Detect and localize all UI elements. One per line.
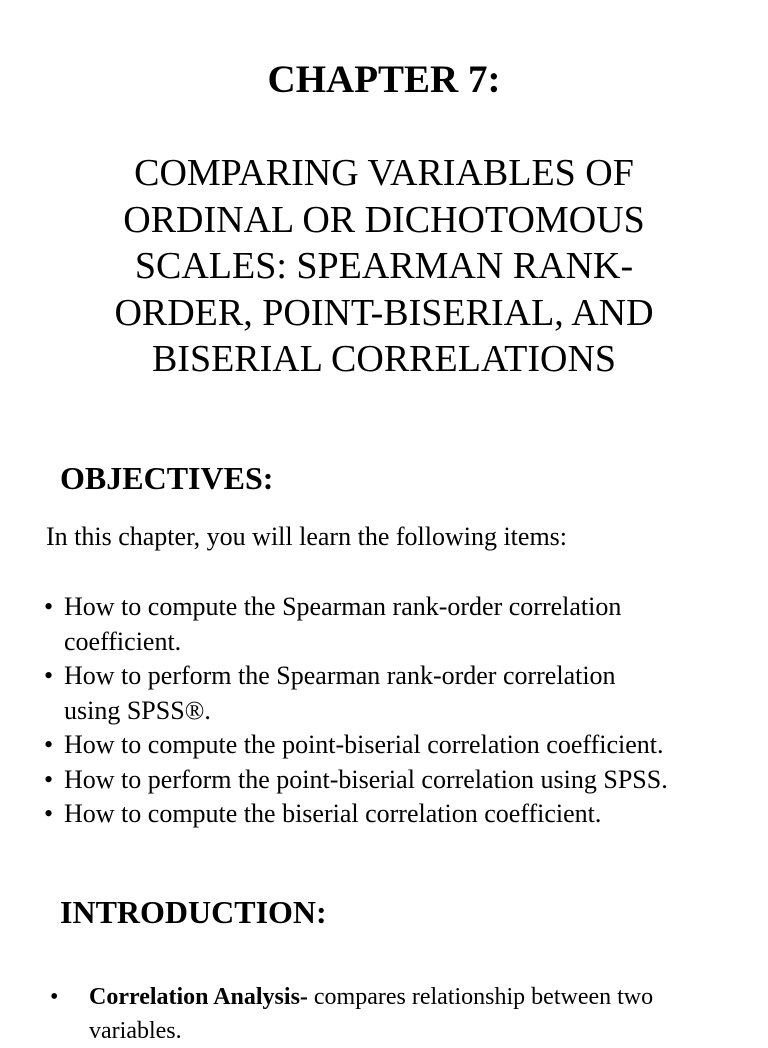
bullet-icon: • [44, 730, 54, 759]
list-item-line: How to compute the point-biserial correlation coefficient. [64, 730, 664, 759]
chapter-title: CHAPTER 7: [267, 58, 501, 101]
list-item [44, 659, 754, 728]
list-item-line: How to compute the Spearman rank-order correlation [64, 592, 622, 621]
list-item [44, 797, 754, 832]
subtitle-line: COMPARING VARIABLES OF [134, 152, 634, 194]
list-item-text [64, 763, 754, 798]
bullet-icon: • [44, 592, 54, 621]
term-definition: compares relationship between two variables. [89, 984, 654, 1044]
chapter-subtitle [40, 150, 728, 383]
bullet-icon: • [50, 984, 59, 1010]
objectives-intro: In this chapter, you will learn the following items: [46, 522, 568, 551]
subtitle-line: ORDER, POINT-BISERIAL, AND [114, 291, 654, 334]
introduction-heading: INTRODUCTION: [60, 894, 327, 930]
bullet-icon: • [44, 764, 54, 794]
list-item-text [64, 659, 754, 728]
list-item-line: How to compute the biserial correlation coefficient. [64, 799, 602, 828]
bullet-icon: • [44, 799, 54, 828]
subtitle-line: SCALES: SPEARMAN RANK- [134, 245, 634, 287]
list-item [44, 763, 754, 798]
list-item-text [64, 728, 754, 763]
list-item-text [64, 797, 754, 832]
objectives-heading: OBJECTIVES: [60, 460, 274, 496]
list-item-line: How to perform the point-biserial correlation using SPSS. [64, 764, 668, 794]
subtitle-line: ORDINAL OR DICHOTOMOUS [123, 198, 645, 241]
list-item [44, 728, 754, 763]
introduction-list [50, 980, 750, 1048]
list-item-text [64, 590, 754, 659]
objectives-list [44, 590, 754, 832]
subtitle-line: BISERIAL CORRELATIONS [151, 338, 617, 380]
term: Correlation Analysis- [89, 984, 308, 1010]
list-item [44, 590, 754, 659]
list-item-line: How to perform the Spearman rank-order correlation [64, 661, 616, 690]
list-item-line: using SPSS®. [64, 695, 211, 725]
list-item-line: coefficient. [64, 626, 182, 656]
bullet-icon: • [44, 661, 54, 690]
list-item [50, 980, 750, 1048]
